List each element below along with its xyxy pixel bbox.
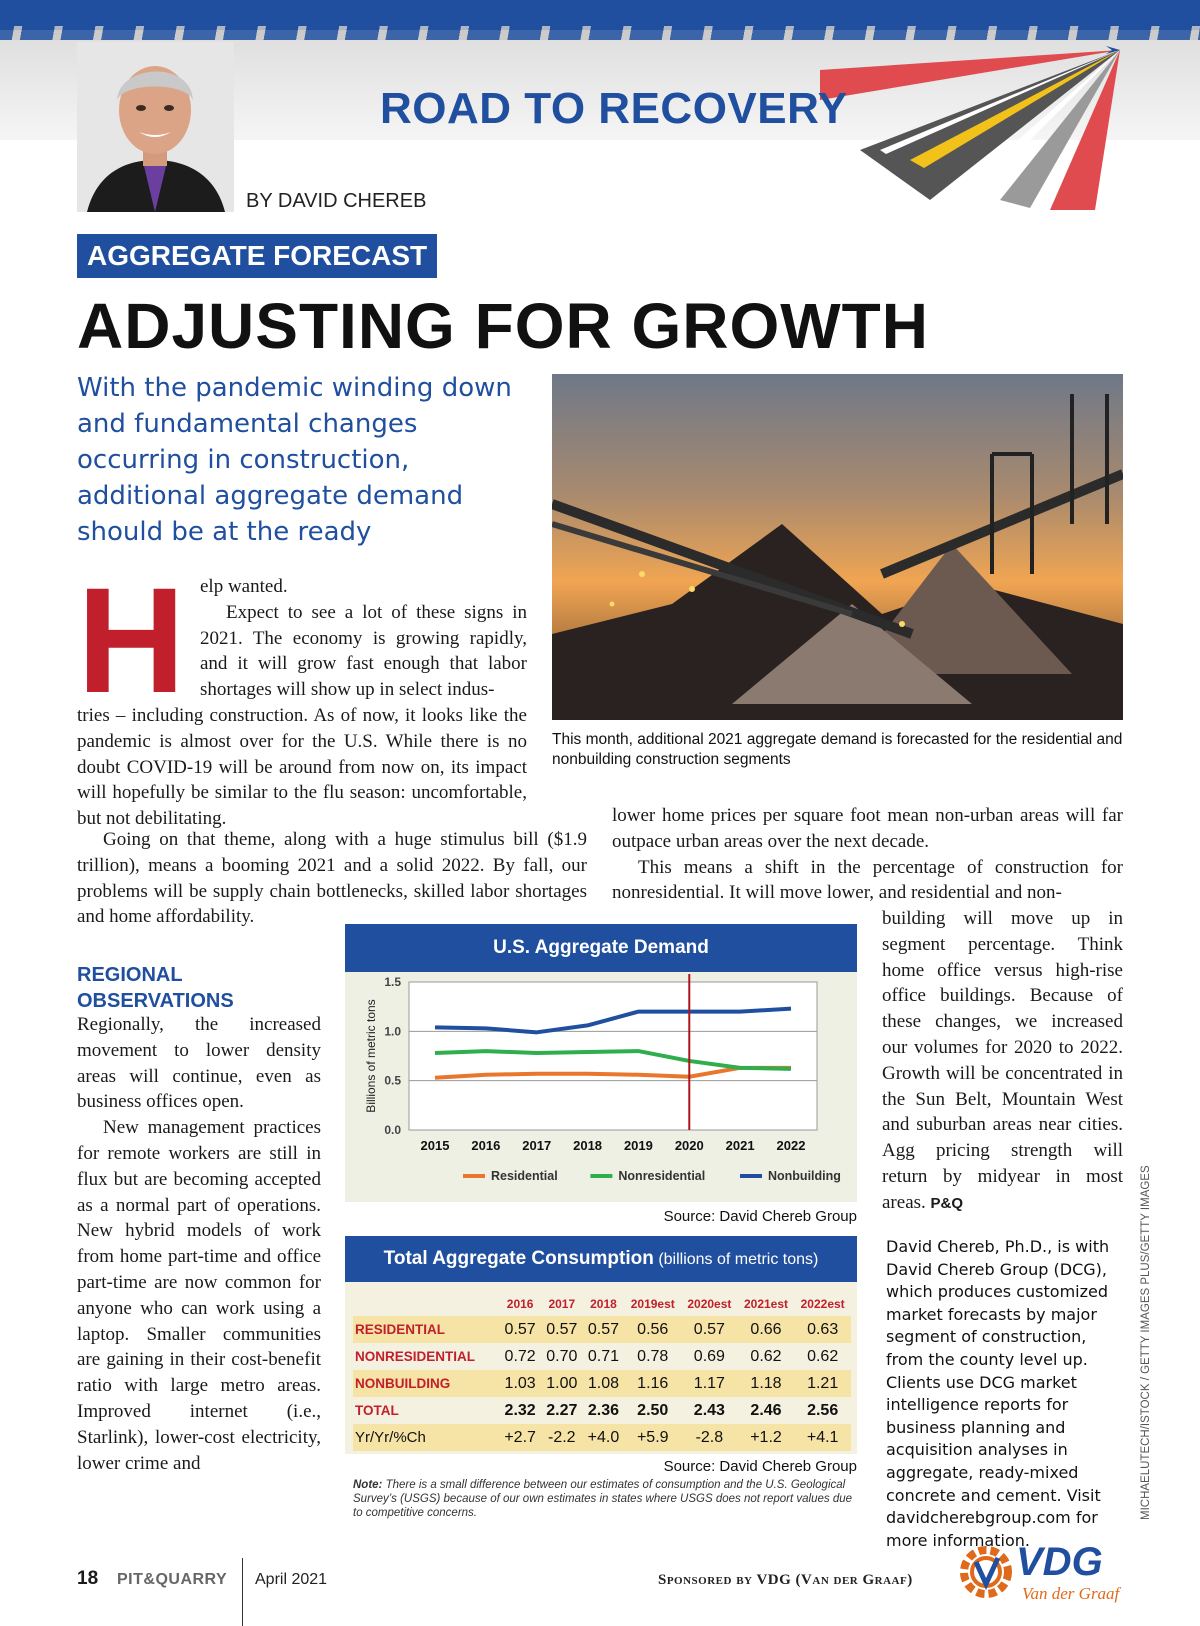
table-note bbox=[353, 1478, 857, 1520]
page-number: 18 bbox=[77, 1568, 99, 1589]
table-cell: +4.0 bbox=[583, 1424, 625, 1451]
paragraph-1: elp wanted. bbox=[200, 576, 288, 597]
row-label: NONBUILDING bbox=[353, 1370, 499, 1397]
y-tick-label: 0.0 bbox=[384, 1123, 401, 1137]
byline: BY DAVID CHEREB bbox=[246, 190, 427, 212]
paragraph-2-rest: tries – including construction. As of now, it looks like the pandemic is almost over for the U.S. While there is no doubt COVID-19 will be around from now on, its impact will hopefully be similar to the flu season: uncomfortable, but not debilitating. bbox=[77, 705, 527, 830]
legend-label-residential: Residential bbox=[491, 1169, 558, 1183]
table-cell: +4.1 bbox=[794, 1424, 851, 1451]
table-cell: 0.62 bbox=[807, 1347, 839, 1365]
issue-date: April 2021 bbox=[255, 1571, 328, 1588]
table-cell: 0.57 bbox=[541, 1316, 582, 1343]
table-source: Source: David Chereb Group bbox=[663, 1458, 857, 1475]
table-cell: +1.2 bbox=[738, 1424, 795, 1451]
y-tick-label: 1.5 bbox=[384, 975, 401, 989]
logo-subtitle: Van der Graaf bbox=[1022, 1584, 1120, 1603]
table-cell: 1.03 bbox=[499, 1370, 541, 1397]
drop-cap-letter: H bbox=[77, 556, 186, 724]
note-label: Note: bbox=[353, 1479, 383, 1491]
author-photo bbox=[77, 42, 234, 212]
publication-name: PIT&QUARRY bbox=[117, 1571, 228, 1588]
table-cell: 0.78 bbox=[637, 1347, 669, 1365]
photo-credit: MICHAELUTECH/ISTOCK / GETTY IMAGES PLUS/GETTY IMAGES bbox=[1140, 1165, 1152, 1520]
x-tick-label: 2018 bbox=[573, 1138, 603, 1153]
table-cell: 2.36 bbox=[587, 1401, 620, 1419]
table-cell: 2.46 bbox=[750, 1401, 782, 1419]
banner-torn-edge bbox=[0, 26, 1200, 40]
road-graphic-icon bbox=[820, 40, 1140, 210]
chart-source: Source: David Chereb Group bbox=[663, 1208, 857, 1225]
row-label: NONRESIDENTIAL bbox=[355, 1349, 476, 1364]
table-cell: 1.00 bbox=[541, 1370, 582, 1397]
table-cell: 0.66 bbox=[738, 1316, 795, 1343]
table-row bbox=[353, 1370, 851, 1397]
end-mark: P&Q bbox=[930, 1194, 964, 1212]
article-paragraph-intro bbox=[200, 574, 527, 703]
table-row bbox=[353, 1343, 851, 1370]
table-cell: 1.18 bbox=[738, 1370, 795, 1397]
legend-label-nonresidential: Nonresidential bbox=[618, 1169, 706, 1183]
gear-icon bbox=[958, 1540, 1014, 1604]
article-column-right bbox=[882, 906, 1123, 1217]
x-tick-label: 2015 bbox=[420, 1138, 450, 1153]
vdg-logo bbox=[958, 1540, 1128, 1612]
paragraph-3: Going on that theme, along with a huge stimulus bill ($1.9 trillion), means a booming 2021 and a solid 2022. By fall, our problems will be supply chain bottlenecks, skilled labor shortages and home affordability. bbox=[77, 829, 587, 928]
aggregate-demand-chart bbox=[345, 924, 857, 1202]
consumption-data-table bbox=[353, 1292, 851, 1451]
table-cell: 2.50 bbox=[637, 1401, 669, 1419]
table-cell: 0.57 bbox=[499, 1316, 541, 1343]
table-cell: 0.57 bbox=[681, 1316, 738, 1343]
table-cell: -2.8 bbox=[681, 1424, 738, 1451]
table-cell: 1.21 bbox=[794, 1370, 851, 1397]
paragraph-2-top: Expect to see a lot of these signs in 2021. The economy is growing rapidly, and it will grow fast enough that labor shortages will show up in select indus- bbox=[200, 601, 527, 701]
y-axis-label: Billions of metric tons bbox=[364, 999, 378, 1113]
table-cell: 0.56 bbox=[624, 1316, 681, 1343]
column-header: 2017 bbox=[548, 1297, 576, 1311]
photo-caption: This month, additional 2021 aggregate demand is forecasted for the residential and nonbuilding construction segments bbox=[552, 731, 1123, 768]
column-header: 2022est bbox=[800, 1297, 845, 1311]
drop-cap bbox=[77, 556, 186, 724]
table-row bbox=[353, 1316, 851, 1343]
paragraph-7-top: This means a shift in the percentage of construction for nonresidential. It will move lower, and residential and non- bbox=[612, 856, 1123, 904]
x-tick-label: 2020 bbox=[674, 1138, 704, 1153]
x-tick-label: 2017 bbox=[522, 1138, 552, 1153]
column-header: 2016 bbox=[506, 1297, 534, 1311]
subhead-regional: REGIONAL OBSERVATIONS bbox=[77, 964, 234, 1012]
column-header: 2019est bbox=[630, 1297, 675, 1311]
table-title-bar bbox=[345, 1236, 857, 1282]
author-bio: David Chereb, Ph.D., is with David Chereb Group (DCG), which produces customized market forecasts by major segment of construction, from the county level up. Clients use DCG market intelligence reports for business planning and acquisition analyses in aggregate, ready-mixed concrete and cement. Visit davidcherebgroup.com for more information. bbox=[886, 1237, 1110, 1550]
legend-label-nonbuilding: Nonbuilding bbox=[768, 1169, 841, 1183]
table-cell: +2.7 bbox=[499, 1424, 541, 1451]
table-cell: 2.56 bbox=[807, 1401, 839, 1419]
row-label: TOTAL bbox=[355, 1403, 399, 1418]
table-cell: 1.17 bbox=[681, 1370, 738, 1397]
paragraph-6: lower home prices per square foot mean non-urban areas will far outpace urban areas over the next decade. bbox=[612, 805, 1123, 852]
paragraph-4: Regionally, the increased movement to lower density areas will continue, even as business offices open. bbox=[77, 1014, 321, 1113]
y-tick-label: 1.0 bbox=[384, 1024, 401, 1039]
footer-divider bbox=[242, 1558, 243, 1626]
table-cell: -2.2 bbox=[541, 1424, 582, 1451]
paragraph-7-rest: building will move up in segment percentage. Think home office versus high-rise office buildings. Because of these changes, we increased our volumes for 2020 to 2022. Growth will be concentrated in the Sun Belt, Mountain West and suburban areas near cities. Agg pricing strength will return by midyear in most areas. bbox=[882, 908, 1123, 1213]
row-label: RESIDENTIAL bbox=[353, 1316, 499, 1343]
table-cell: 0.70 bbox=[546, 1347, 578, 1365]
paragraph-5: New management practices for remote workers are still in flux but are becoming accepted as a normal part of operations. New hybrid models of work from home part-time and office part-time are now common for anyone who can work using a laptop. Smaller communities are gaining in their cost-benefit ratio with large metro areas. Improved internet (i.e., Starlink), lower-cost electricity, lower crime and bbox=[77, 1117, 321, 1474]
logo-word: VDG bbox=[1016, 1540, 1103, 1584]
table-corner bbox=[353, 1292, 499, 1316]
table-cell: 2.27 bbox=[546, 1401, 578, 1419]
table-row bbox=[353, 1424, 851, 1451]
table-cell: +5.9 bbox=[624, 1424, 681, 1451]
row-label: Yr/Yr/%Ch bbox=[353, 1424, 499, 1451]
plot-area bbox=[409, 982, 817, 1130]
note-text: There is a small difference between our estimates of consumption and the U.S. Geological Survey’s (USGS) because of our own estimates in states where USGS does not report values due to competitive concerns. bbox=[353, 1479, 853, 1519]
section-title: ROAD TO RECOVERY bbox=[380, 84, 848, 133]
table-cell: 1.08 bbox=[583, 1370, 625, 1397]
column-header: 2021est bbox=[743, 1297, 789, 1311]
table-row bbox=[353, 1397, 851, 1424]
column-header: 2020est bbox=[687, 1297, 732, 1311]
table-cell: 0.57 bbox=[583, 1316, 625, 1343]
x-tick-label: 2021 bbox=[725, 1138, 755, 1153]
consumption-table bbox=[345, 1236, 857, 1454]
table-cell: 0.63 bbox=[794, 1316, 851, 1343]
table-cell: 0.71 bbox=[587, 1347, 620, 1365]
chart-title: U.S. Aggregate Demand bbox=[345, 924, 857, 972]
category-tag: AGGREGATE FORECAST bbox=[77, 234, 437, 278]
table-cell: 0.69 bbox=[693, 1347, 725, 1365]
table-title: Total Aggregate Consumption bbox=[383, 1248, 654, 1269]
headline: ADJUSTING FOR GROWTH bbox=[77, 290, 929, 362]
article-column-left bbox=[77, 1012, 321, 1476]
chart-plot bbox=[345, 972, 857, 1202]
table-cell: 2.43 bbox=[693, 1401, 725, 1419]
x-tick-label: 2016 bbox=[471, 1138, 501, 1153]
table-cell: 0.62 bbox=[750, 1347, 782, 1365]
article-photo bbox=[552, 374, 1123, 720]
article-column-right-top bbox=[612, 803, 1123, 906]
table-cell: 1.16 bbox=[624, 1370, 681, 1397]
table-unit: (billions of metric tons) bbox=[658, 1251, 819, 1268]
table-cell: 2.32 bbox=[504, 1401, 536, 1419]
table-cell: 0.72 bbox=[504, 1347, 536, 1365]
x-tick-label: 2022 bbox=[776, 1138, 806, 1153]
x-tick-label: 2019 bbox=[623, 1138, 653, 1153]
deck: With the pandemic winding down and fundamental changes occurring in construction, additional aggregate demand should be at the ready bbox=[77, 373, 512, 547]
y-tick-label: 0.5 bbox=[384, 1073, 401, 1088]
sponsor-line: Sponsored by VDG (Van der Graaf) bbox=[658, 1572, 913, 1588]
column-header: 2018 bbox=[590, 1297, 617, 1311]
